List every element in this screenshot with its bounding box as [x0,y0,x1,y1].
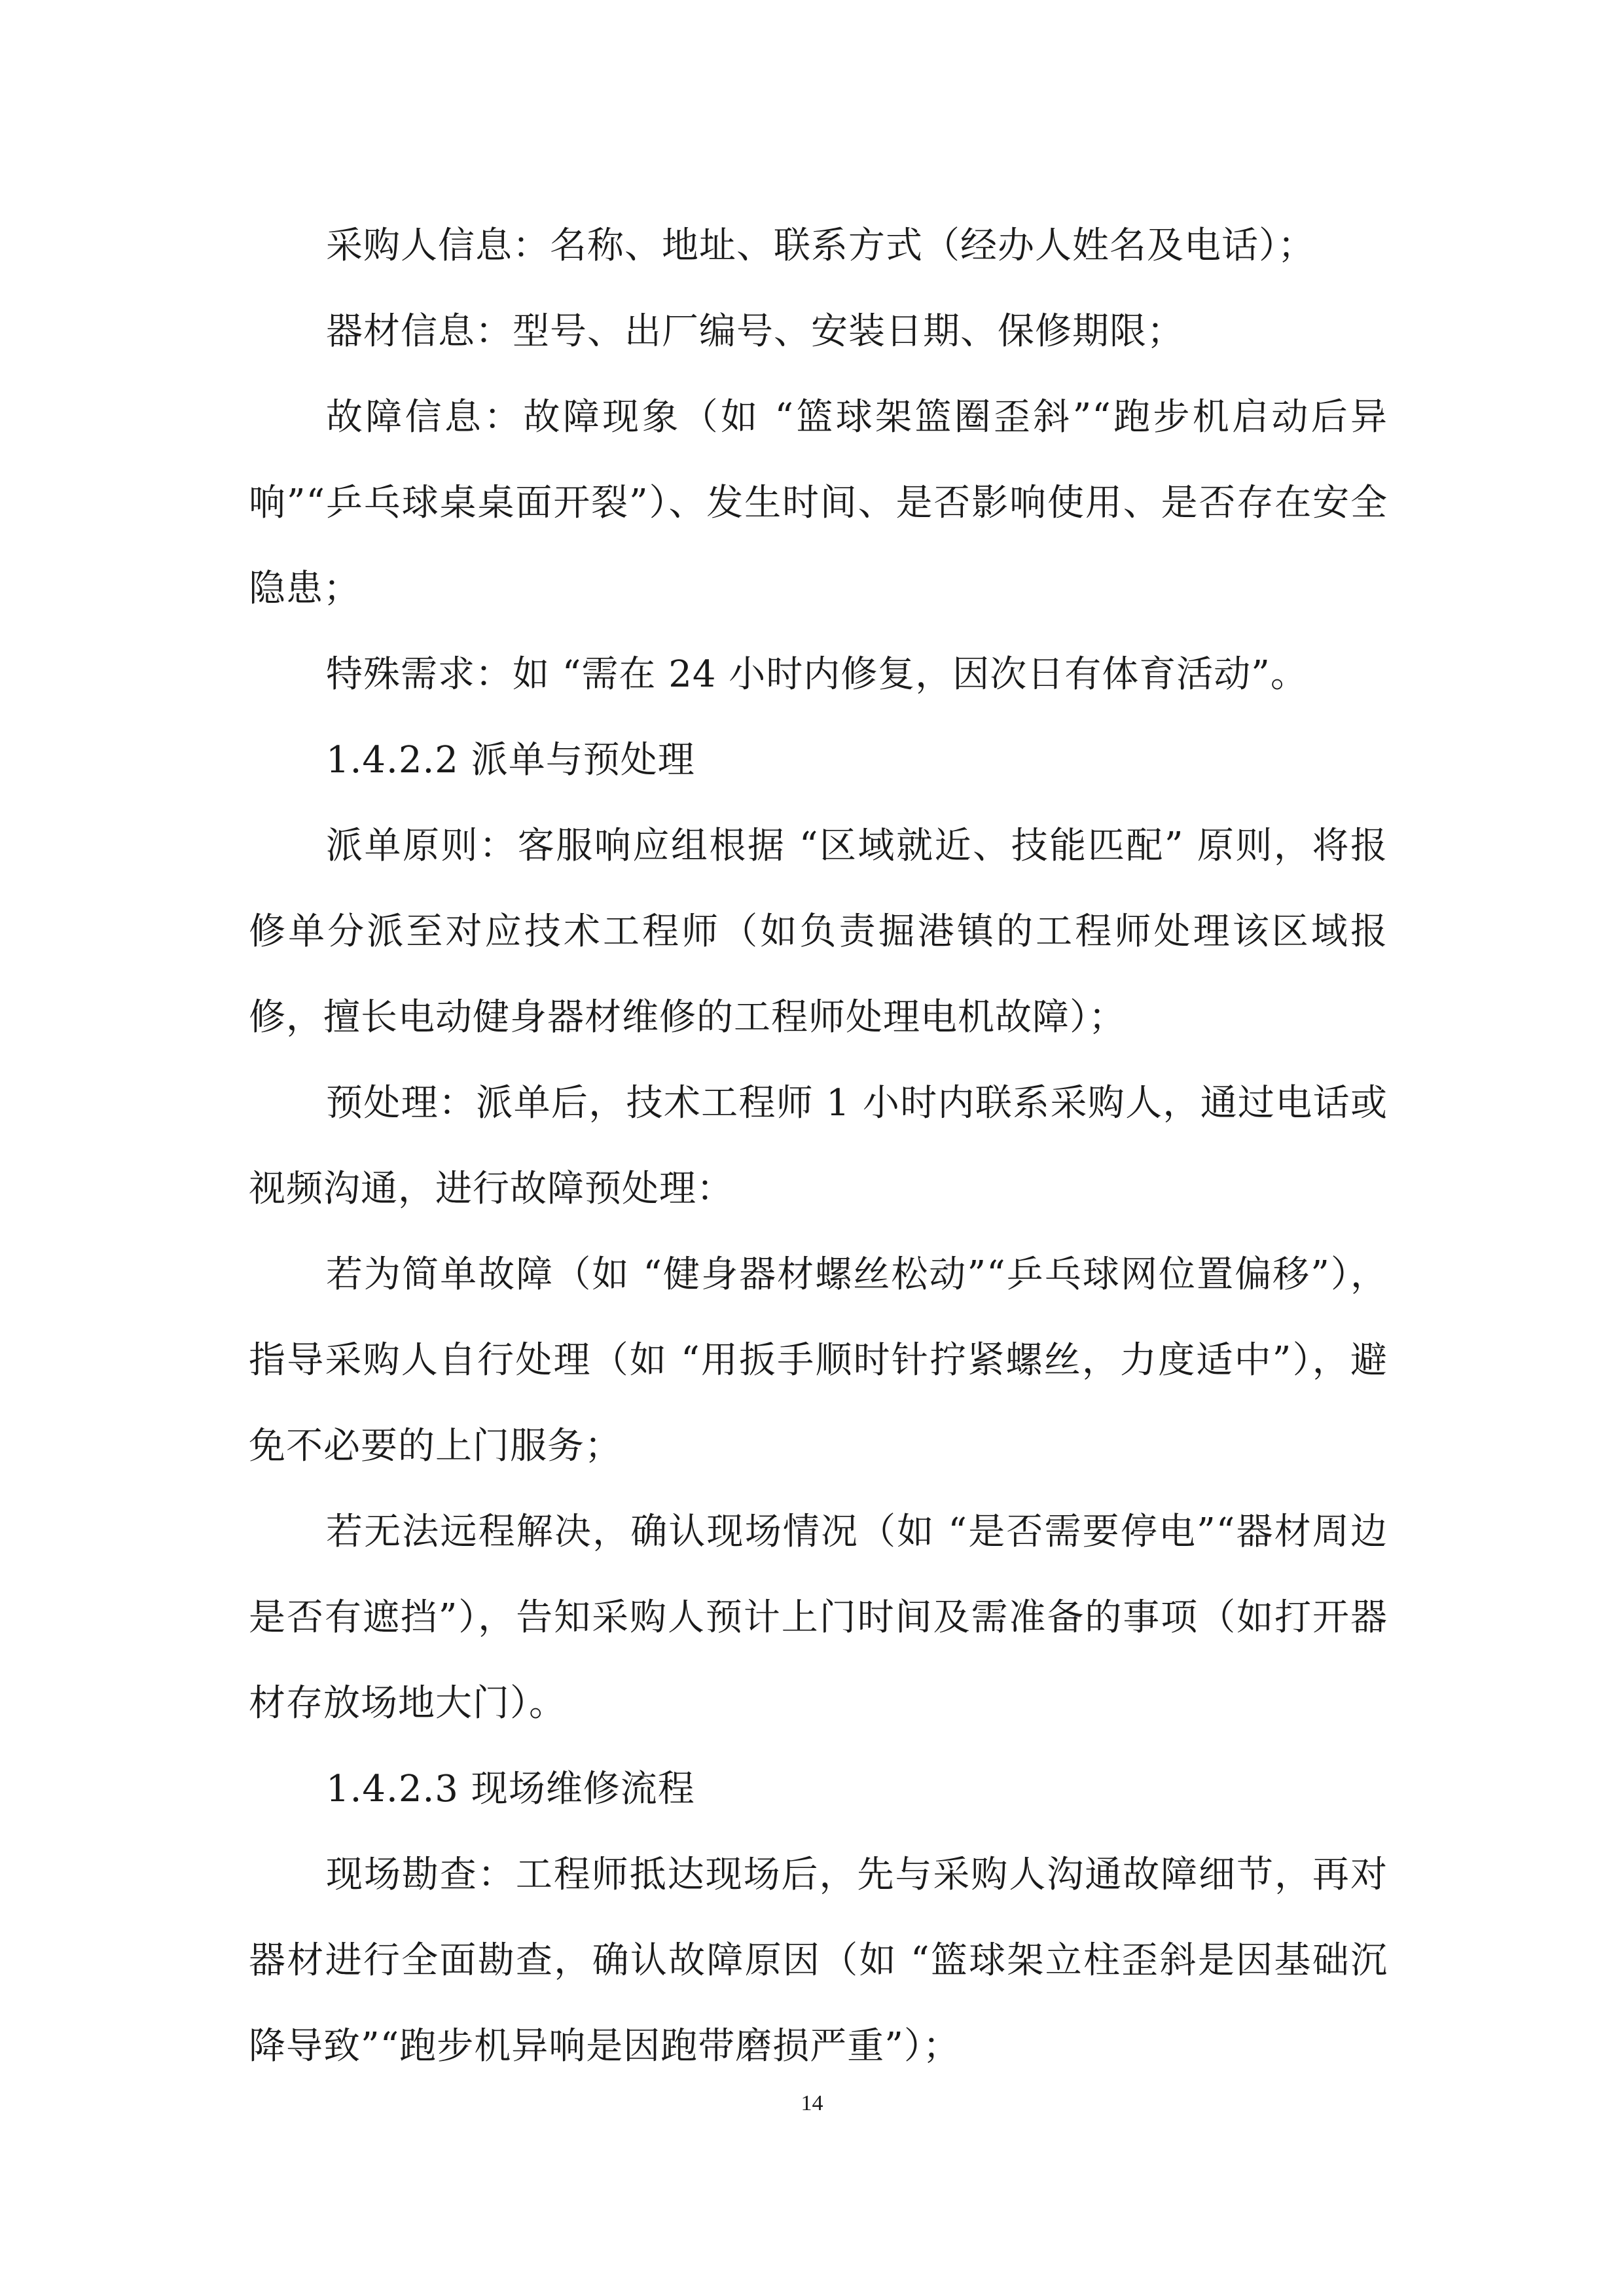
paragraph-site-survey: 现场勘查：工程师抵达现场后，先与采购人沟通故障细节，再对器材进行全面勘查，确认故障原因（如 “篮球架立柱歪斜是因基础沉降导致”“跑步机异响是因跑带磨损严重”）； [249,1854,1388,2068]
paragraph-preprocessing: 预处理：派单后，技术工程师 1 小时内联系采购人，通过电话或视频沟通，进行故障预处理： [249,1082,1388,1210]
paragraph-remote-unresolved: 若无法远程解决，确认现场情况（如 “是否需要停电”“器材周边是否有遮挡”），告知采购人预计上门时间及需准备的事项（如打开器材存放场地大门）。 [249,1511,1388,1725]
paragraph-equipment-info: 器材信息：型号、出厂编号、安装日期、保修期限； [326,310,1184,353]
paragraph-buyer-info: 采购人信息：名称、地址、联系方式（经办人姓名及电话）； [326,224,1315,267]
paragraph-dispatch-principle: 派单原则：客服响应组根据 “区域就近、技能匹配” 原则，将报修单分派至对应技术工程师（如负责掘港镇的工程师处理该区域报修，擅长电动健身器材维修的工程师处理电机故障）； [249,825,1388,1039]
section-heading-dispatch: 1.4.2.2 派单与预处理 [326,739,695,781]
paragraph-special-needs: 特殊需求：如 “需在 24 小时内修复，因次日有体育活动”。 [326,653,1308,696]
section-heading-onsite-repair: 1.4.2.3 现场维修流程 [326,1768,695,1810]
page-number: 14 [801,2091,823,2115]
paragraph-simple-fault: 若为简单故障（如 “健身器材螺丝松动”“乒乓球网位置偏移”），指导采购人自行处理（如 “用扳手顺时针拧紧螺丝，力度适中”），避免不必要的上门服务； [249,1253,1388,1467]
document-body [249,203,1388,2089]
paragraph-fault-info: 故障信息：故障现象（如 “篮球架篮圈歪斜”“跑步机启动后异响”“乒乓球桌桌面开裂”）、发生时间、是否影响使用、是否存在安全隐患； [249,396,1388,610]
